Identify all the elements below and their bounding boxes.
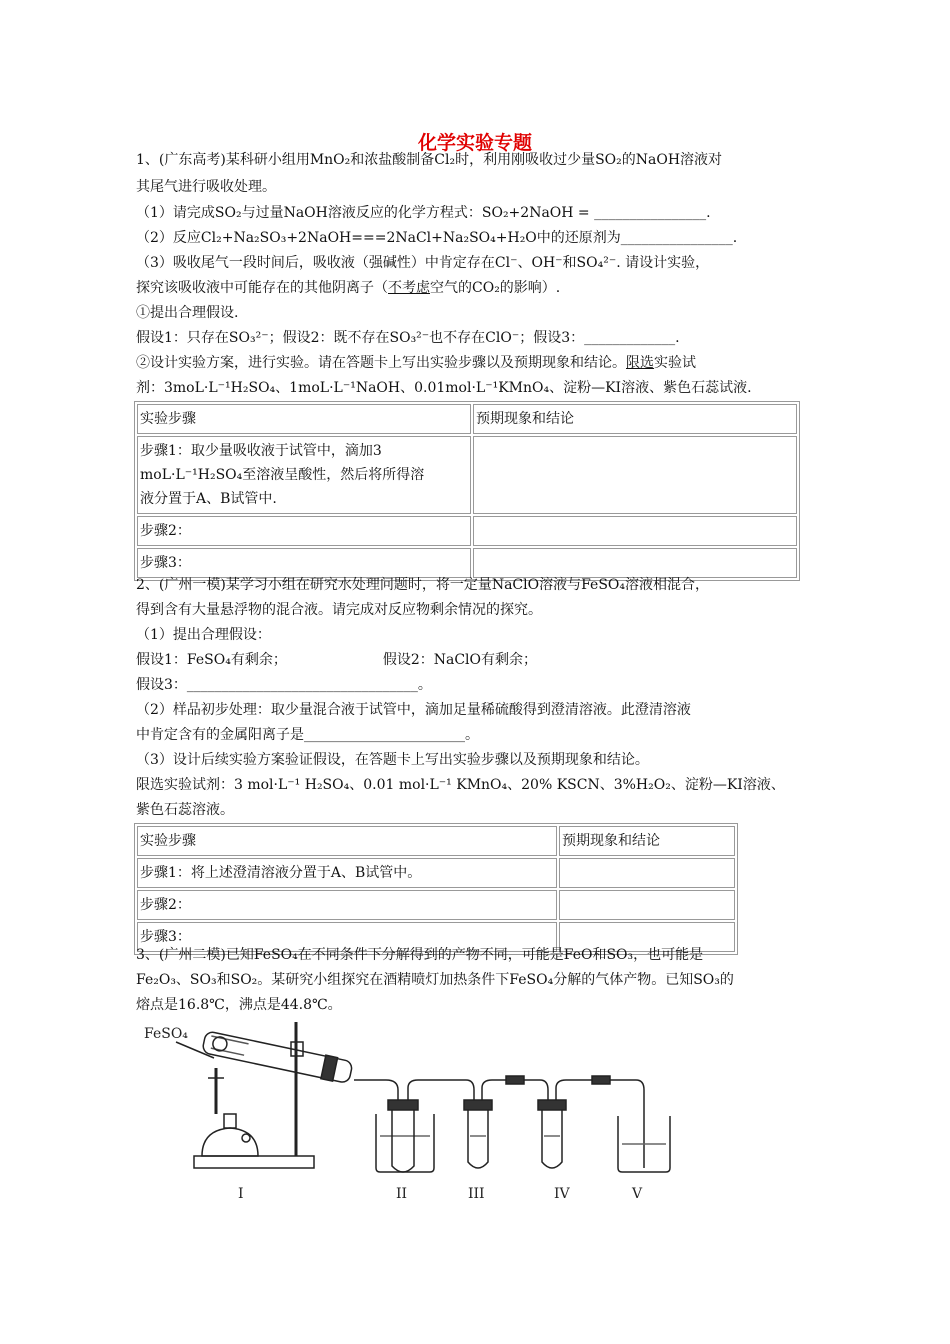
q2-line-6: （2）样品初步处理：取少量混合液于试管中，滴加足量稀硫酸得到澄清溶液。此澄清溶液 bbox=[136, 702, 691, 718]
q1-line-8: 假设1：只存在SO₃²⁻；假设2：既不存在SO₃²⁻也不存在ClO⁻；假设3：_____________. bbox=[136, 330, 680, 346]
q1-table-step1 bbox=[137, 436, 471, 514]
rubber-joint-2 bbox=[592, 1076, 610, 1084]
heating-tube bbox=[202, 1030, 354, 1085]
label-pointer-line bbox=[176, 1042, 214, 1058]
q2-table-step3: 步骤3： bbox=[137, 922, 557, 952]
q2-line-9: 限选实验试剂：3 mol·L⁻¹ H₂SO₄、0.01 mol·L⁻¹ KMnO₄、20% KSCN、3%H₂O₂、淀粉—KI溶液、 bbox=[136, 777, 785, 793]
tube-stopper bbox=[321, 1055, 338, 1081]
blast-lamp-neck bbox=[224, 1114, 236, 1128]
q1-line-3: （1）请完成SO₂与过量NaOH溶液反应的化学方程式：SO₂+2NaOH = ________________. bbox=[136, 205, 711, 221]
q2-line-8: （3）设计后续实验方案验证假设，在答题卡上写出实验步骤以及预期现象和结论。 bbox=[136, 752, 649, 768]
tube-iii bbox=[468, 1110, 488, 1168]
blast-lamp-body bbox=[202, 1128, 258, 1156]
q2-line-10: 紫色石蕊溶液。 bbox=[136, 802, 234, 818]
q1-table-step1-line-a: 步骤1：取少量吸收液于试管中，滴加3 bbox=[140, 443, 382, 459]
q1-line-6-b: 空气的CO₂的影响）. bbox=[430, 280, 561, 296]
q2-table-header-results: 预期现象和结论 bbox=[559, 826, 735, 856]
q1-steps-table bbox=[134, 401, 800, 581]
q1-line-5: （3）吸收尾气一段时间后，吸收液（强碱性）中肯定存在Cl⁻、OH⁻和SO₄²⁻. 请设计实验， bbox=[136, 255, 710, 271]
q1-line-6-a: 探究该吸收液中可能存在的其他阴离子（ bbox=[136, 280, 388, 296]
q2-line-2: 得到含有大量悬浮物的混合液。请完成对反应物剩余情况的探究。 bbox=[136, 602, 542, 618]
q2-line-3: （1）提出合理假设： bbox=[136, 627, 271, 643]
q1-line-9-b: 实验试 bbox=[654, 355, 696, 371]
q2-hypothesis-1: 假设1：FeSO₄有剩余； bbox=[136, 652, 287, 668]
rubber-joint-1 bbox=[506, 1076, 524, 1084]
q1-table-header-results: 预期现象和结论 bbox=[473, 404, 797, 434]
label-ii: II bbox=[396, 1186, 408, 1202]
q2-table-step2-result[interactable] bbox=[559, 890, 735, 920]
fe-so4-label: FeSO₄ bbox=[144, 1026, 188, 1042]
q1-table-step2-result[interactable] bbox=[473, 516, 797, 546]
q1-line-9-a: ②设计实验方案，进行实验。请在答题卡上写出实验步骤以及预期现象和结论。 bbox=[136, 355, 626, 371]
q1-line-9 bbox=[136, 353, 696, 373]
stand-base bbox=[194, 1156, 314, 1168]
label-iii: III bbox=[468, 1186, 485, 1202]
q2-steps-table bbox=[134, 823, 738, 955]
q1-table-step1-result[interactable] bbox=[473, 436, 797, 514]
q1-table-header-steps: 实验步骤 bbox=[137, 404, 471, 434]
label-iv: IV bbox=[554, 1186, 570, 1202]
q1-line-10: 剂：3moL·L⁻¹H₂SO₄、1moL·L⁻¹NaOH、0.01mol·L⁻¹KMnO₄、淀粉—KI溶液、紫色石蕊试液. bbox=[136, 380, 752, 396]
q2-line-5: 假设3：_________________________________。 bbox=[136, 677, 432, 693]
q2-hypothesis-2: 假设2：NaClO有剩余； bbox=[382, 652, 537, 668]
tube-iii-stopper bbox=[464, 1100, 492, 1110]
q1-line-7: ①提出合理假设. bbox=[136, 305, 239, 321]
q1-table-step2: 步骤2： bbox=[137, 516, 471, 546]
q3-line-1: 3、(广州二模)已知FeSO₄在不同条件下分解得到的产物不同，可能是FeO和SO₃，也可能是 bbox=[136, 947, 704, 963]
q2-line-1: 2、(广州一模)某学习小组在研究水处理问题时，将一定量NaClO溶液与FeSO₄溶液相混合， bbox=[136, 577, 710, 593]
lamp-knob bbox=[242, 1134, 250, 1142]
apparatus-figure bbox=[136, 1018, 676, 1212]
q2-line-7: 中肯定含有的金属阳离子是_______________________。 bbox=[136, 727, 479, 743]
label-v: V bbox=[632, 1186, 643, 1202]
beaker-ii bbox=[376, 1114, 434, 1172]
q2-table-header-steps: 实验步骤 bbox=[137, 826, 557, 856]
tube-iv bbox=[542, 1110, 562, 1168]
q1-table-step3-result[interactable] bbox=[473, 548, 797, 578]
tube-ii bbox=[392, 1110, 414, 1172]
page-title: 化学实验专题 bbox=[417, 132, 532, 154]
label-i: I bbox=[238, 1186, 244, 1202]
tube-iv-stopper bbox=[538, 1100, 566, 1110]
q1-table-step3: 步骤3： bbox=[137, 548, 471, 578]
tube-ii-stopper bbox=[388, 1100, 418, 1110]
q3-line-3: 熔点是16.8℃，沸点是44.8℃。 bbox=[136, 997, 342, 1013]
q1-line-4: （2）反应Cl₂+Na₂SO₃+2NaOH===2NaCl+Na₂SO₄+H₂O中的还原剂为________________. bbox=[136, 230, 738, 246]
q2-table-step1: 步骤1：将上述澄清溶液分置于A、B试管中。 bbox=[137, 858, 557, 888]
q1-line-6-underlined: 不考虑 bbox=[388, 280, 430, 296]
q1-line-9-underlined: 限选 bbox=[626, 355, 654, 371]
q1-line-2: 其尾气进行吸收处理。 bbox=[136, 179, 276, 195]
q2-table-step1-result[interactable] bbox=[559, 858, 735, 888]
q1-table-step1-line-b: moL·L⁻¹H₂SO₄至溶液呈酸性，然后将所得溶 bbox=[140, 467, 425, 483]
q1-line-6 bbox=[136, 278, 560, 298]
pipe-iv-v bbox=[556, 1080, 644, 1168]
q3-line-2: Fe₂O₃、SO₃和SO₂。某研究小组探究在酒精喷灯加热条件下FeSO₄分解的气体产物。已知SO₃的 bbox=[136, 972, 734, 988]
q1-line-1: 1、(广东高考)某科研小组用MnO₂和浓盐酸制备Cl₂时，利用刚吸收过少量SO₂的NaOH溶液对 bbox=[136, 152, 723, 168]
q2-line-4 bbox=[136, 650, 537, 670]
q1-table-step1-line-c: 液分置于A、B试管中. bbox=[140, 491, 277, 507]
q2-table-step2: 步骤2： bbox=[137, 890, 557, 920]
apparatus-diagram bbox=[136, 1018, 676, 1208]
